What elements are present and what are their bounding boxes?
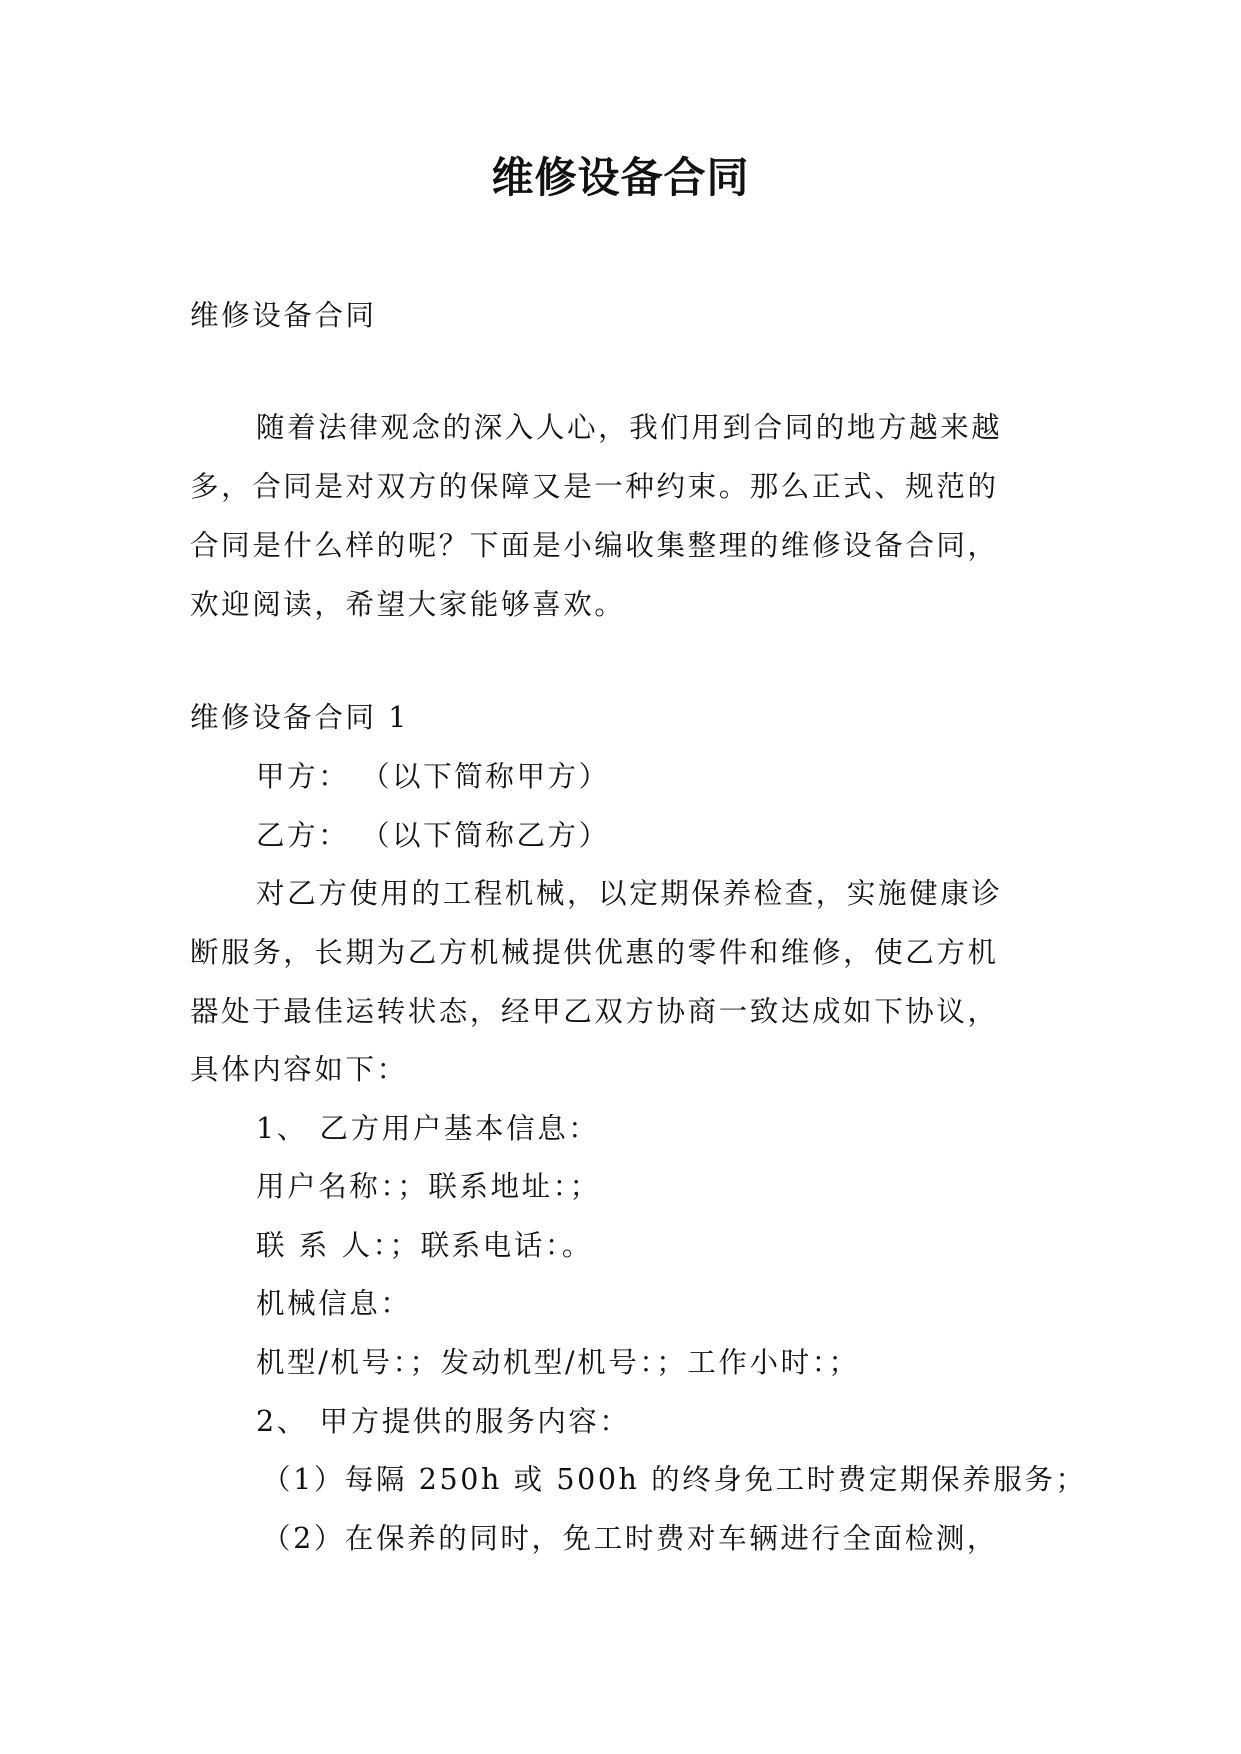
form-line: 机型/机号：；发动机型/机号：；工作小时：； — [256, 1346, 860, 1379]
party-b-line: 乙方： （以下简称乙方） — [256, 819, 610, 852]
section-heading: 维修设备合同 1 — [190, 701, 409, 734]
paragraph-line: 欢迎阅读，希望大家能够喜欢。 — [190, 588, 626, 621]
list-item: （1）每隔 250h 或 500h 的终身免工时费定期保养服务； — [262, 1463, 1087, 1496]
form-line: 机械信息： — [256, 1287, 412, 1320]
paragraph-line: 多，合同是对双方的保障又是一种约束。那么正式、规范的 — [190, 470, 999, 503]
paragraph-line: 器处于最佳运转状态，经甲乙双方协商一致达成如下协议， — [190, 995, 999, 1028]
document-title: 维修设备合同 — [491, 153, 750, 202]
paragraph-line: 断服务，长期为乙方机械提供优惠的零件和维修，使乙方机 — [190, 936, 999, 969]
clause-heading: 2、 甲方提供的服务内容： — [256, 1405, 631, 1438]
form-line: 联 系 人：；联系电话：。 — [256, 1229, 593, 1262]
paragraph-line: 随着法律观念的深入人心，我们用到合同的地方越来越 — [256, 411, 1003, 444]
paragraph-line: 对乙方使用的工程机械，以定期保养检查，实施健康诊 — [256, 877, 1003, 910]
form-line: 用户名称：；联系地址：； — [256, 1170, 601, 1203]
subtitle-line: 维修设备合同 — [190, 299, 377, 332]
party-a-line: 甲方： （以下简称甲方） — [256, 760, 610, 793]
paragraph-line: 具体内容如下： — [190, 1053, 408, 1086]
paragraph-line: 合同是什么样的呢？下面是小编收集整理的维修设备合同， — [190, 529, 999, 562]
clause-heading: 1、 乙方用户基本信息： — [256, 1112, 600, 1145]
list-item: （2）在保养的同时，免工时费对车辆进行全面检测， — [262, 1522, 999, 1555]
